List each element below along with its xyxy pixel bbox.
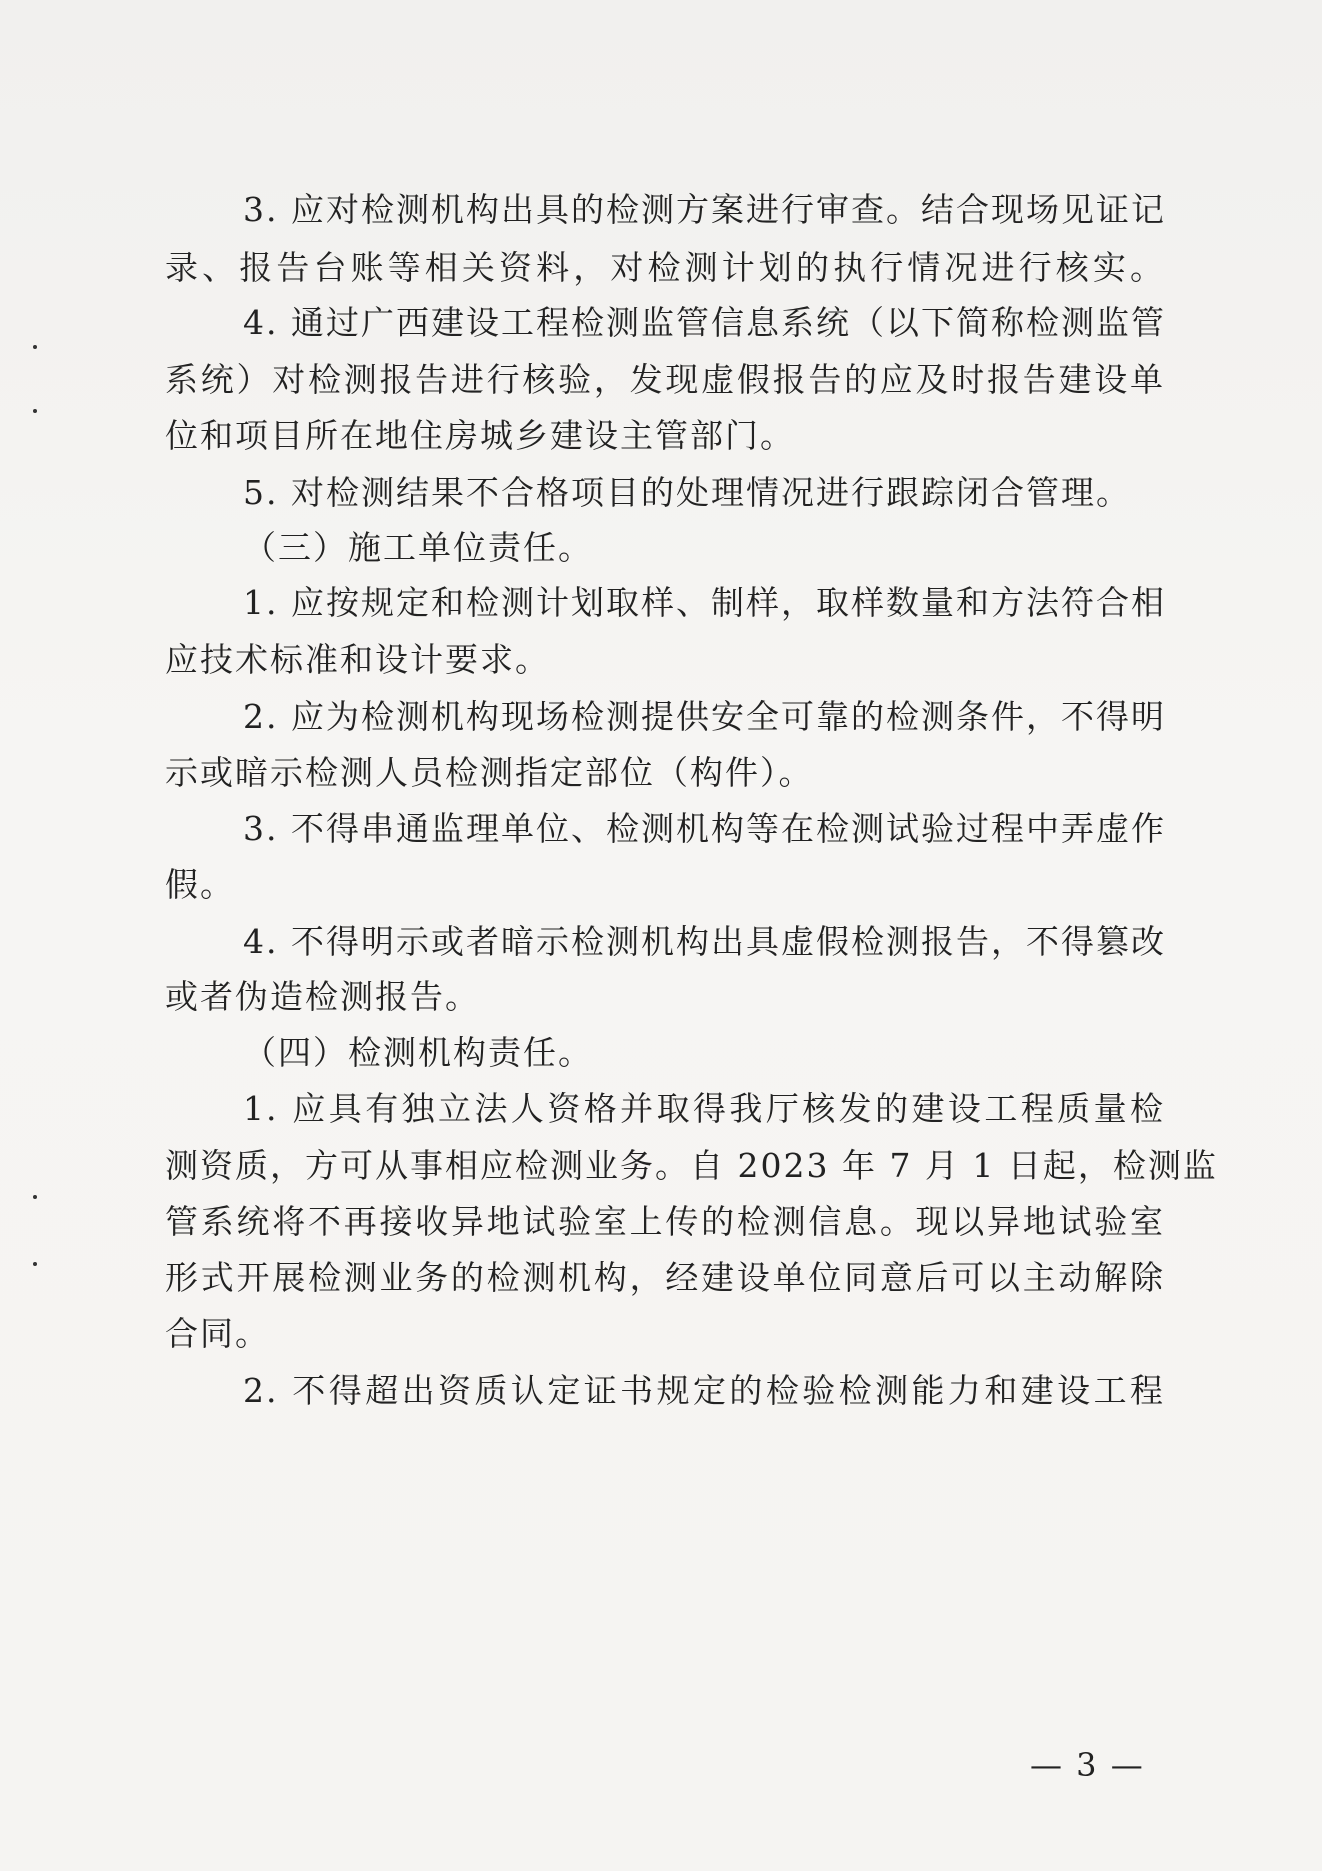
- margin-mark: [33, 409, 37, 413]
- paragraph-line: 假。: [165, 865, 235, 904]
- paragraph-line: 1. 应具有独立法人资格并取得我厅核发的建设工程质量检: [243, 1089, 1165, 1128]
- paragraph-line: 应技术标准和设计要求。: [165, 640, 550, 679]
- paragraph-line: 或者伪造检测报告。: [165, 977, 480, 1016]
- page-number: — 3 —: [1030, 1746, 1145, 1784]
- margin-mark: [33, 1195, 37, 1199]
- paragraph-line: 示或暗示检测人员检测指定部位（构件）。: [165, 753, 814, 792]
- paragraph-line: 5. 对检测结果不合格项目的处理情况进行跟踪闭合管理。: [243, 473, 1131, 512]
- paragraph-line: 4. 不得明示或者暗示检测机构出具虚假检测报告，不得篡改: [243, 922, 1166, 961]
- paragraph-line: 录、报告台账等相关资料，对检测计划的执行情况进行核实。: [165, 248, 1165, 287]
- section-heading: （三）施工单位责任。: [243, 528, 593, 567]
- paragraph-line: 形式开展检测业务的检测机构，经建设单位同意后可以主动解除: [165, 1258, 1165, 1297]
- paragraph-line: 3. 不得串通监理单位、检测机构等在检测试验过程中弄虚作: [243, 809, 1166, 848]
- paragraph-line: 测资质，方可从事相应检测业务。自 2023 年 7 月 1 日起，检测监: [165, 1146, 1218, 1185]
- paragraph-line: 1. 应按规定和检测计划取样、制样，取样数量和方法符合相: [243, 583, 1166, 622]
- paragraph-line: 位和项目所在地住房城乡建设主管部门。: [165, 416, 795, 455]
- paragraph-line: 3. 应对检测机构出具的检测方案进行审查。结合现场见证记: [243, 190, 1166, 229]
- section-heading: （四）检测机构责任。: [243, 1033, 593, 1072]
- paragraph-line: 管系统将不再接收异地试验室上传的检测信息。现以异地试验室: [165, 1202, 1165, 1241]
- paragraph-line: 合同。: [165, 1314, 270, 1353]
- paragraph-line: 4. 通过广西建设工程检测监管信息系统（以下简称检测监管: [243, 303, 1166, 342]
- paragraph-line: 2. 不得超出资质认定证书规定的检验检测能力和建设工程: [243, 1371, 1165, 1410]
- paragraph-line: 系统）对检测报告进行核验，发现虚假报告的应及时报告建设单: [165, 360, 1165, 399]
- margin-mark: [33, 345, 37, 349]
- margin-mark: [33, 1262, 37, 1266]
- paragraph-line: 2. 应为检测机构现场检测提供安全可靠的检测条件，不得明: [243, 697, 1166, 736]
